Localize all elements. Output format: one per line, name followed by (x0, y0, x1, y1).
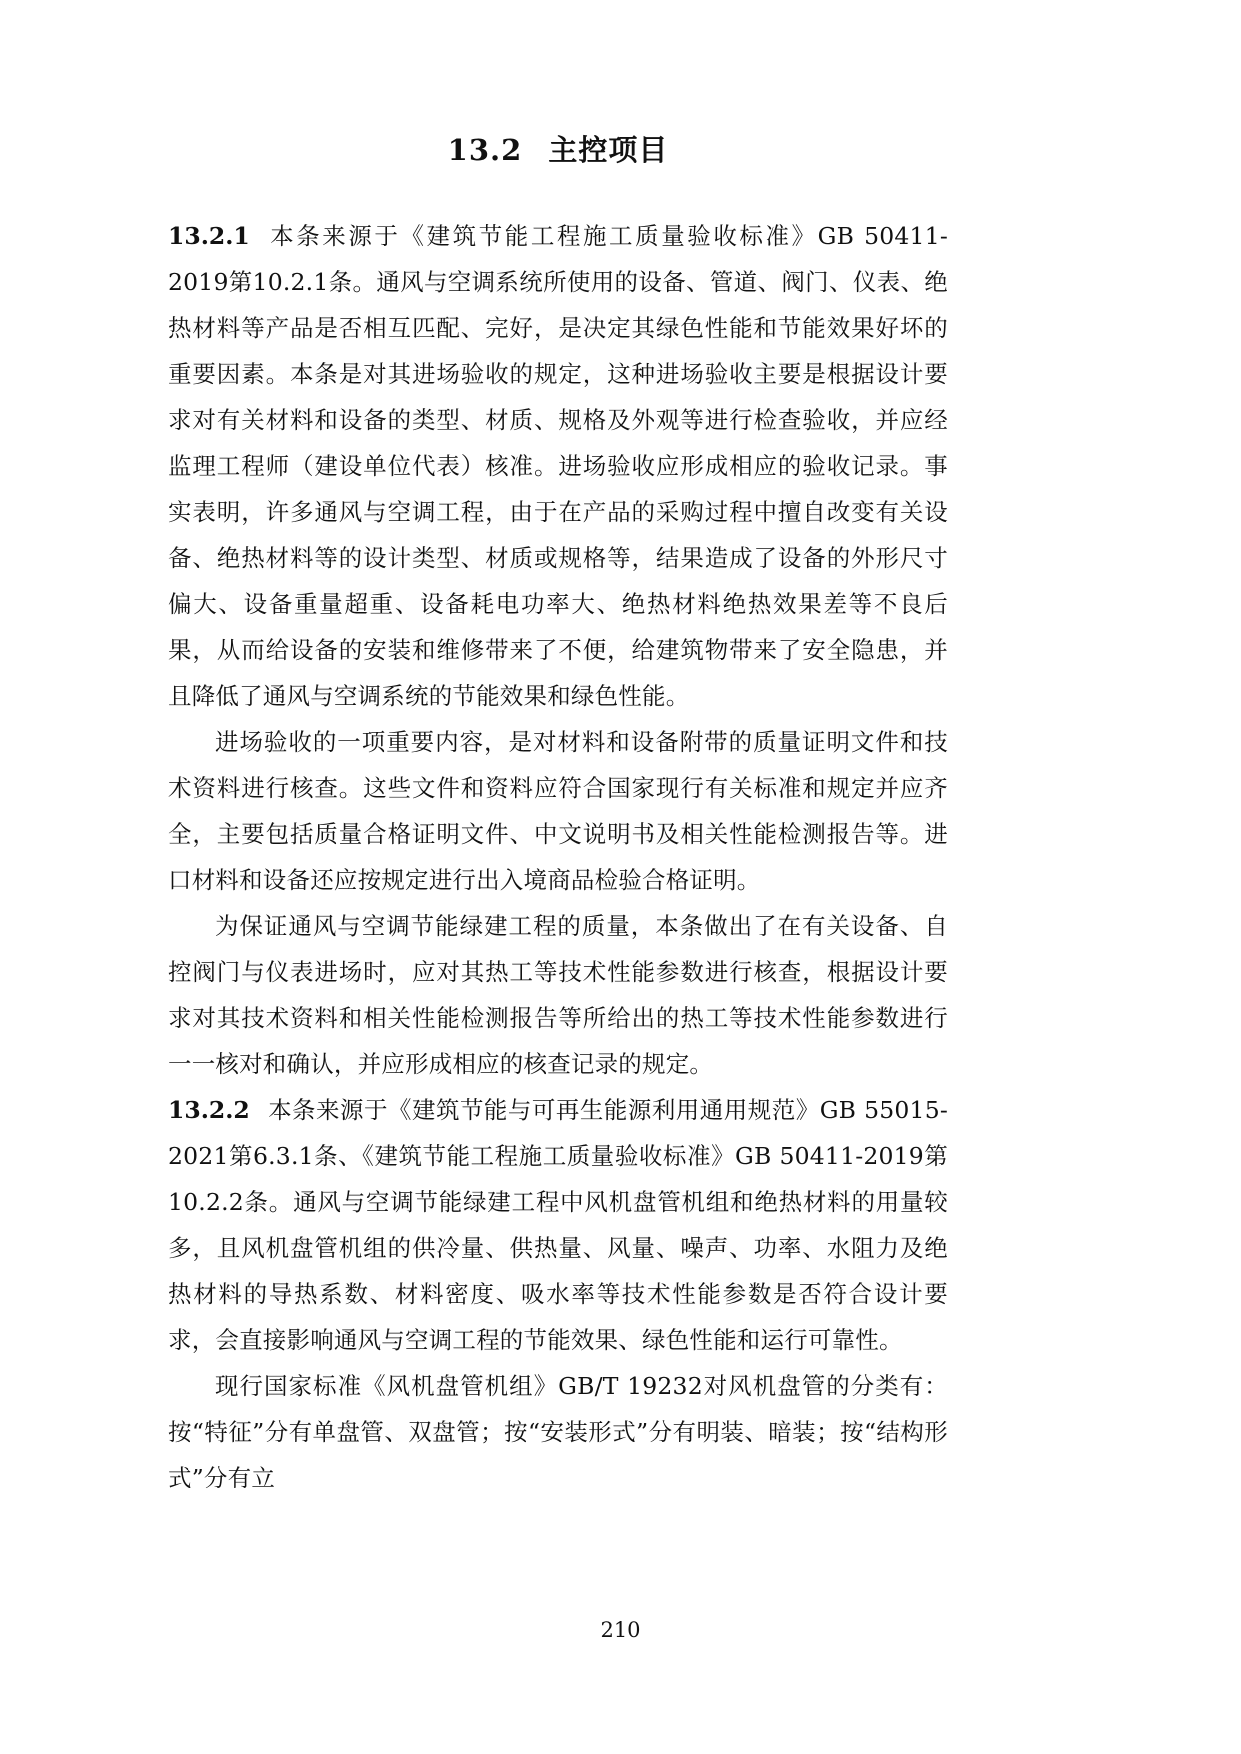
section-heading (168, 128, 948, 169)
paragraph-body-5 (168, 1363, 948, 1501)
paragraph-text: 进场验收的一项重要内容，是对材料和设备附带的质量证明文件和技术资料进行核查。这些文件和资料应符合国家现行有关标准和规定并应齐全，主要包括质量合格证明文件、中文说明书及相关性能检测报告等。进口材料和设备还应按规定进行出入境商品检验合格证明。 (168, 728, 948, 894)
paragraph-text: 现行国家标准《风机盘管机组》GB/T 19232对风机盘管的分类有：按“特征”分有单盘管、双盘管；按“安装形式”分有明装、暗装；按“结构形式”分有立 (168, 1372, 948, 1492)
paragraph-body-2 (168, 719, 948, 903)
clause-number: 13.2.2 (168, 1096, 250, 1124)
clause-number: 13.2.1 (168, 222, 250, 250)
paragraph-13-2-2 (168, 1087, 948, 1363)
paragraph-13-2-1 (168, 213, 948, 719)
paragraph-text: 为保证通风与空调节能绿建工程的质量，本条做出了在有关设备、自控阀门与仪表进场时，应对其热工等技术性能参数进行核查，根据设计要求对其技术资料和相关性能检测报告等所给出的热工等技术性能参数进行一一核对和确认，并应形成相应的核查记录的规定。 (168, 912, 948, 1078)
paragraph-text: 本条来源于《建筑节能工程施工质量验收标准》GB 50411-2019第10.2.1条。通风与空调系统所使用的设备、管道、阀门、仪表、绝热材料等产品是否相互匹配、完好，是决定其绿色性能和节能效果好坏的重要因素。本条是对其进场验收的规定，这种进场验收主要是根据设计要求对有关材料和设备的类型、材质、规格及外观等进行检查验收，并应经监理工程师（建设单位代表）核准。进场验收应形成相应的验收记录。事实表明，许多通风与空调工程，由于在产品的采购过程中擅自改变有关设备、绝热材料等的设计类型、材质或规格等，结果造成了设备的外形尺寸偏大、设备重量超重、设备耗电功率大、绝热材料绝热效果差等不良后果，从而给设备的安装和维修带来了不便，给建筑物带来了安全隐患，并且降低了通风与空调系统的节能效果和绿色性能。 (168, 222, 948, 710)
paragraph-text: 本条来源于《建筑节能与可再生能源利用通用规范》GB 55015-2021第6.3.1条、《建筑节能工程施工质量验收标准》GB 50411-2019第10.2.2条。通风与空调节能绿建工程中风机盘管机组和绝热材料的用量较多，且风机盘管机组的供冷量、供热量、风量、噪声、功率、水阻力及绝热材料的导热系数、材料密度、吸水率等技术性能参数是否符合设计要求，会直接影响通风与空调工程的节能效果、绿色性能和运行可靠性。 (168, 1096, 948, 1354)
section-title-text: 主控项目 (548, 133, 669, 167)
section-number: 13.2 (447, 133, 523, 167)
page-number: 210 (600, 1618, 641, 1642)
paragraph-body-3 (168, 903, 948, 1087)
page-content (168, 128, 948, 1501)
